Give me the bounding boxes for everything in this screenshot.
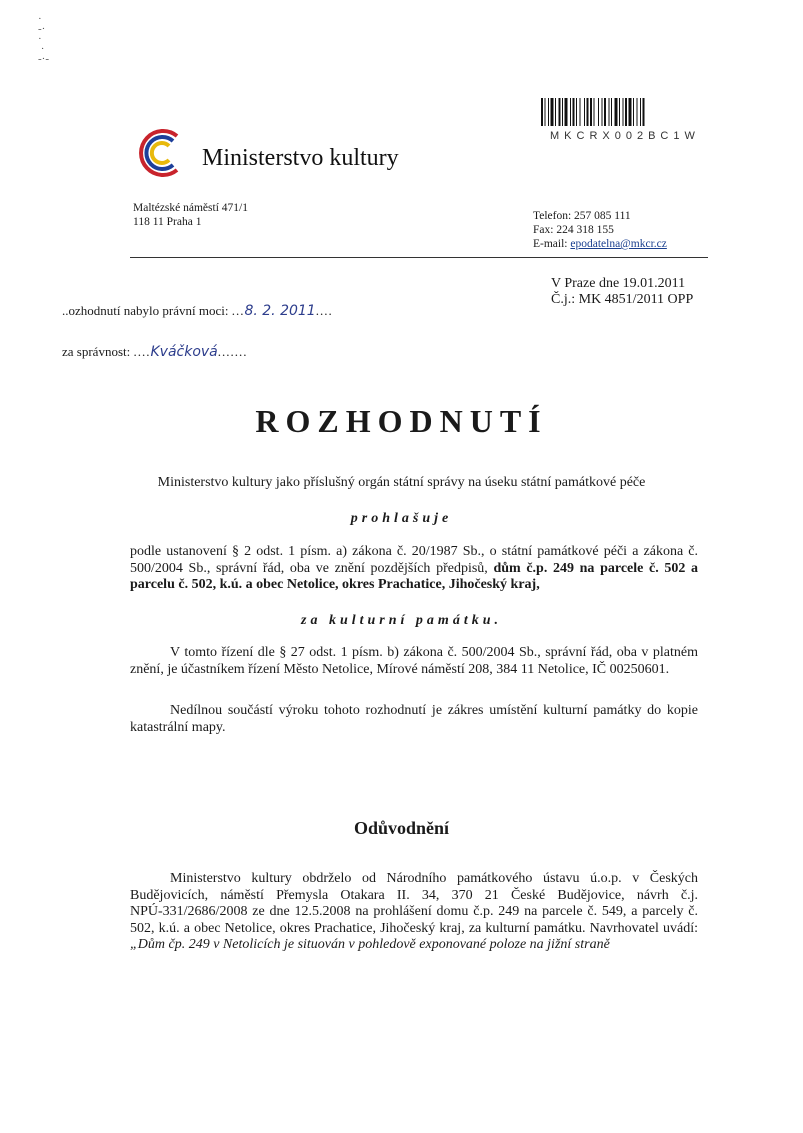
- barcode: [541, 98, 701, 132]
- legal-force-dots: ...: [231, 303, 245, 318]
- fax: Fax: 224 318 155: [533, 224, 614, 236]
- reference-number: Č.j.: MK 4851/2011 OPP: [551, 292, 694, 307]
- justification-heading: Odůvodnění: [353, 818, 450, 838]
- correctness-stamp: [62, 344, 248, 360]
- email-label: E-mail:: [533, 238, 571, 250]
- ministry-name: Ministerstvo kultury: [202, 145, 399, 171]
- correctness-label: za správnost:: [62, 344, 131, 359]
- place-date: V Praze dne 19.01.2011: [551, 276, 686, 291]
- intro-line: Ministerstvo kultury jako příslušný orgán státní správy na úseku státní památkové péče: [157, 475, 646, 490]
- barcode-text: MKCRX002BC1W: [550, 130, 700, 142]
- legal-force-date: 8. 2. 2011: [244, 303, 316, 319]
- justification-quote: „Dům čp. 249 v Netolicích je situován v pohledově exponované poloze na jižní straně: [130, 937, 610, 952]
- legal-force-dots-end: ....: [315, 303, 333, 318]
- paragraph-participant: V tomto řízení dle § 27 odst. 1 písm. b) zákona č. 500/2004 Sb., správní řád, oba v platném znění, je účastníkem řízení Město Netolice, Mírové náměstí 208, 384 11 Netolice, IČ 00250601.: [130, 645, 698, 677]
- declaration-text: podle ustanovení § 2 odst. 1 písm. a) zákona č. 20/1987 Sb., o státní památkové péči a zákona č. 500/2004 Sb., správní řád, oba ve znění pozdějších předpisů,: [130, 544, 698, 576]
- scan-marks: · -· · · -·-: [38, 13, 49, 65]
- phone: Telefon: 257 085 111: [533, 210, 631, 222]
- ministry-address: [133, 201, 248, 229]
- correctness-dots: ....: [133, 344, 151, 359]
- ministry-logo: [133, 124, 191, 182]
- email-link[interactable]: epodatelna@mkcr.cz: [570, 238, 667, 250]
- paragraph-annex: Nedílnou součástí výroku tohoto rozhodnutí je zákres umístění kulturní památky do kopie katastrální mapy.: [130, 703, 698, 735]
- ministry-contact: [533, 209, 667, 251]
- justification-text: Ministerstvo kultury obdrželo od Národního památkového ústavu ú.o.p. v Českých Budějovicích, náměstí Přemysla Otakara II. 34, 370 21 České Budějovice, návrh č.j. NPÚ-331/2686/2008 ze dne 12.5.2008 na prohlášení domu č.p. 249 na parcele č. 549, a parcely č. 502, k.ú. a obec Netolice, okres Prachatice, Jihočeský kraj, za kulturní památku. Navrhovatel uvádí:: [130, 871, 698, 936]
- cultural-monument-heading: za kulturní památku.: [301, 613, 502, 628]
- document-title: ROZHODNUTÍ: [255, 403, 548, 439]
- declares-heading: prohlašuje: [350, 511, 453, 526]
- correctness-signature: Kváčková: [150, 344, 218, 360]
- header-divider: [130, 257, 708, 258]
- correctness-dots-end: .......: [217, 344, 248, 359]
- email-line: [533, 237, 667, 251]
- paragraph-justification: [130, 871, 698, 954]
- date-reference: [551, 276, 693, 308]
- legal-force-label: ..ozhodnutí nabylo právní moci:: [62, 303, 229, 318]
- paragraph-declaration: [130, 544, 698, 594]
- legal-force-stamp: [62, 303, 333, 319]
- declaration-object: dům č.p. 249 na parcele č. 502 a parcelu č. 502, k.ú. a obec Netolice, okres Prachatice, Jihočeský kraj,: [130, 560, 699, 592]
- address-line-2: 118 11 Praha 1: [133, 216, 202, 228]
- address-line-1: Maltézské náměstí 471/1: [133, 202, 248, 214]
